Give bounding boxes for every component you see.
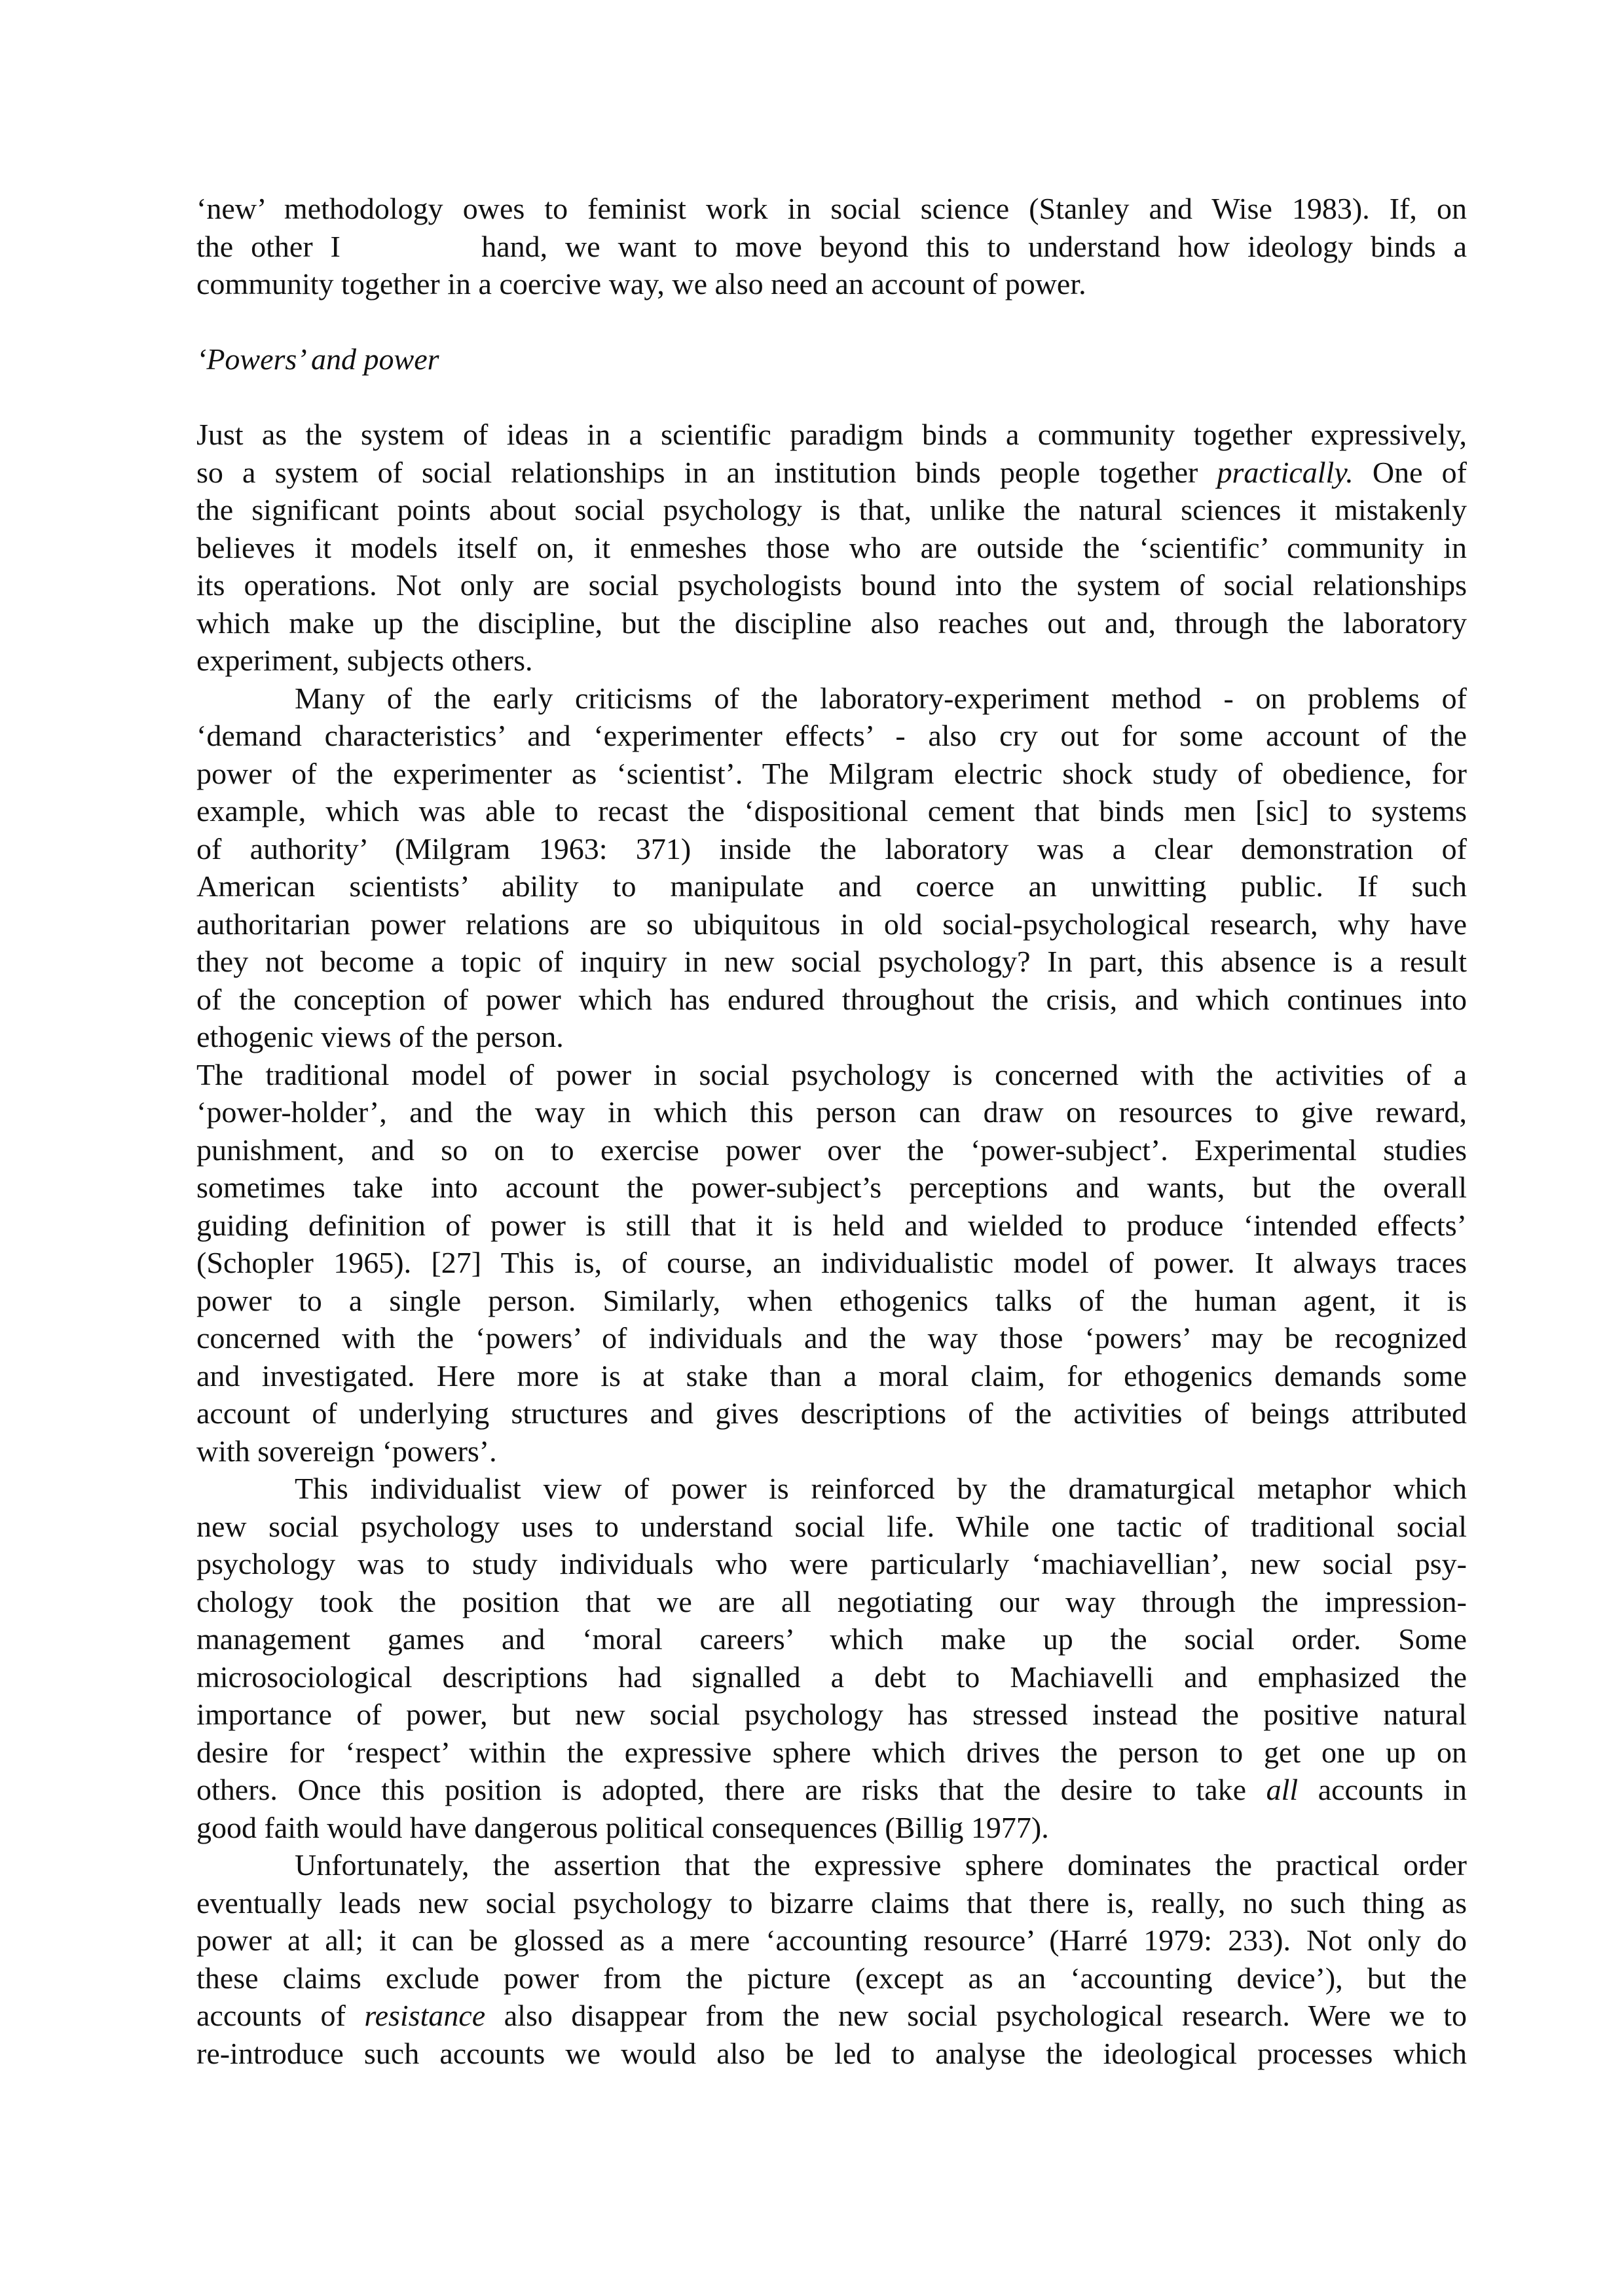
text-line: these claims exclude power from the picture (except as an ‘accounting device’), but the — [196, 1961, 1467, 1995]
text-line: which make up the discipline, but the discipline also reaches out and, through the laboratory — [196, 606, 1467, 640]
text-fragment: accounts of — [196, 1999, 365, 2032]
text-line — [196, 1771, 1467, 1809]
text-line — [196, 454, 1467, 492]
text-line: power of the experimenter as ‘scientist’. The Milgram electric shock study of obedience, for — [196, 756, 1467, 790]
text-line: and investigated. Here more is at stake than a moral claim, for ethogenics demands some — [196, 1358, 1467, 1393]
text-line: account of underlying structures and gives descriptions of the activities of beings attributed — [196, 1396, 1467, 1430]
text-line: Just as the system of ideas in a scientific paradigm binds a community together expressively, — [196, 418, 1467, 451]
text-line: chology took the position that we are all negotiating our way through the impression- — [196, 1584, 1467, 1618]
text-line: ‘demand characteristics’ and ‘experimenter effects’ - also cry out for some account of the — [196, 719, 1467, 752]
text-line — [196, 1997, 1467, 2035]
paragraph-gap — [196, 303, 1467, 341]
text-line: importance of power, but new social psychology has stressed instead the positive natural — [196, 1698, 1467, 1731]
text-line: authoritarian power relations are so ubiquitous in old social-psychological research, why have — [196, 907, 1467, 941]
text-line: community together in a coercive way, we also need an account of power. — [196, 267, 1086, 301]
text-line: with sovereign ‘powers’. — [196, 1434, 497, 1468]
text-line: sometimes take into account the power-subject’s perceptions and wants, but the overall — [196, 1171, 1467, 1204]
text-line: new social psychology uses to understand social life. While one tactic of traditional social — [196, 1509, 1467, 1543]
text-line: concerned with the ‘powers’ of individuals and the way those ‘powers’ may be recognized — [196, 1321, 1467, 1355]
text-line: power to a single person. Similarly, when ethogenics talks of the human agent, it is — [196, 1283, 1467, 1317]
text-line: experiment, subjects others. — [196, 644, 533, 677]
paragraph-opening — [196, 190, 1467, 303]
paragraph-5 — [196, 1846, 1467, 2072]
text-line: believes it models itself on, it enmeshes those who are outside the ‘scientific’ community in — [196, 530, 1467, 564]
text-line: punishment, and so on to exercise power over the ‘power-subject’. Experimental studies — [196, 1133, 1467, 1167]
emphasis-resistance: resistance — [364, 1999, 486, 2032]
text-line: example, which was able to recast the ‘dispositional cement that binds men [sic] to systems — [196, 794, 1467, 828]
text-line: ‘new’ methodology owes to feminist work in social science (Stanley and Wise 1983). If, on — [196, 192, 1467, 225]
paragraph-4 — [196, 1470, 1467, 1846]
text-line: American scientists’ ability to manipulate and coerce an unwitting public. If such — [196, 869, 1467, 903]
text-line: guiding definition of power is still that it is held and wielded to produce ‘intended effects’ — [196, 1208, 1467, 1242]
text-line: power at all; it can be glossed as a mere ‘accounting resource’ (Harré 1979: 233). Not only do — [196, 1923, 1467, 1957]
text-line: The traditional model of power in social psychology is concerned with the activities of a — [196, 1057, 1467, 1091]
section-heading: ‘Powers’ and power — [196, 342, 439, 376]
text-line: psychology was to study individuals who were particularly ‘machiavellian’, new social psy- — [196, 1547, 1467, 1580]
document-page — [196, 190, 1467, 2072]
text-line: desire for ‘respect’ within the expressive sphere which drives the person to get one up on — [196, 1735, 1467, 1769]
paragraph-1 — [196, 416, 1467, 680]
text-line: (Schopler 1965). [27] This is, of course, an individualistic model of power. It always traces — [196, 1246, 1467, 1279]
text-line: of the conception of power which has endured throughout the crisis, and which continues into — [196, 982, 1467, 1016]
paragraph-3 — [196, 1056, 1467, 1470]
paragraph-gap — [196, 378, 1467, 416]
text-line: good faith would have dangerous political consequences (Billig 1977). — [196, 1810, 1049, 1844]
text-line: re-introduce such accounts we would also be led to analyse the ideological processes which — [196, 2036, 1467, 2070]
text-fragment: accounts in — [1298, 1773, 1467, 1806]
text-line: This individualist view of power is reinforced by the dramaturgical metaphor which — [295, 1472, 1467, 1505]
text-line: management games and ‘moral careers’ which make up the social order. Some — [196, 1622, 1467, 1656]
emphasis-all: all — [1266, 1773, 1299, 1806]
text-fragment: so a system of social relationships in an institution binds people together — [196, 455, 1217, 489]
text-line: microsociological descriptions had signalled a debt to Machiavelli and emphasized the — [196, 1660, 1467, 1694]
text-fragment: also disappear from the new social psychological research. Were we to — [485, 1999, 1467, 2032]
text-line: they not become a topic of inquiry in new social psychology? In part, this absence is a result — [196, 945, 1467, 978]
text-line: Unfortunately, the assertion that the expressive sphere dominates the practical order — [295, 1848, 1467, 1882]
text-line: the significant points about social psychology is that, unlike the natural sciences it mistakenly — [196, 493, 1467, 526]
text-line: its operations. Not only are social psychologists bound into the system of social relationships — [196, 568, 1467, 602]
text-line: ethogenic views of the person. — [196, 1020, 564, 1053]
text-line: the other I hand, we want to move beyond this to understand how ideology binds a — [196, 229, 1467, 263]
text-fragment: One of — [1353, 455, 1467, 489]
text-line: Many of the early criticisms of the laboratory-experiment method - on problems of — [295, 681, 1467, 715]
text-line: eventually leads new social psychology to bizarre claims that there is, really, no such thing as — [196, 1886, 1467, 1920]
text-line: ‘power-holder’, and the way in which this person can draw on resources to give reward, — [196, 1095, 1467, 1129]
emphasis-practically: practically. — [1217, 455, 1354, 489]
text-line: of authority’ (Milgram 1963: 371) inside the laboratory was a clear demonstration of — [196, 831, 1467, 866]
text-fragment: others. Once this position is adopted, there are risks that the desire to take — [196, 1773, 1266, 1806]
paragraph-2 — [196, 680, 1467, 1056]
